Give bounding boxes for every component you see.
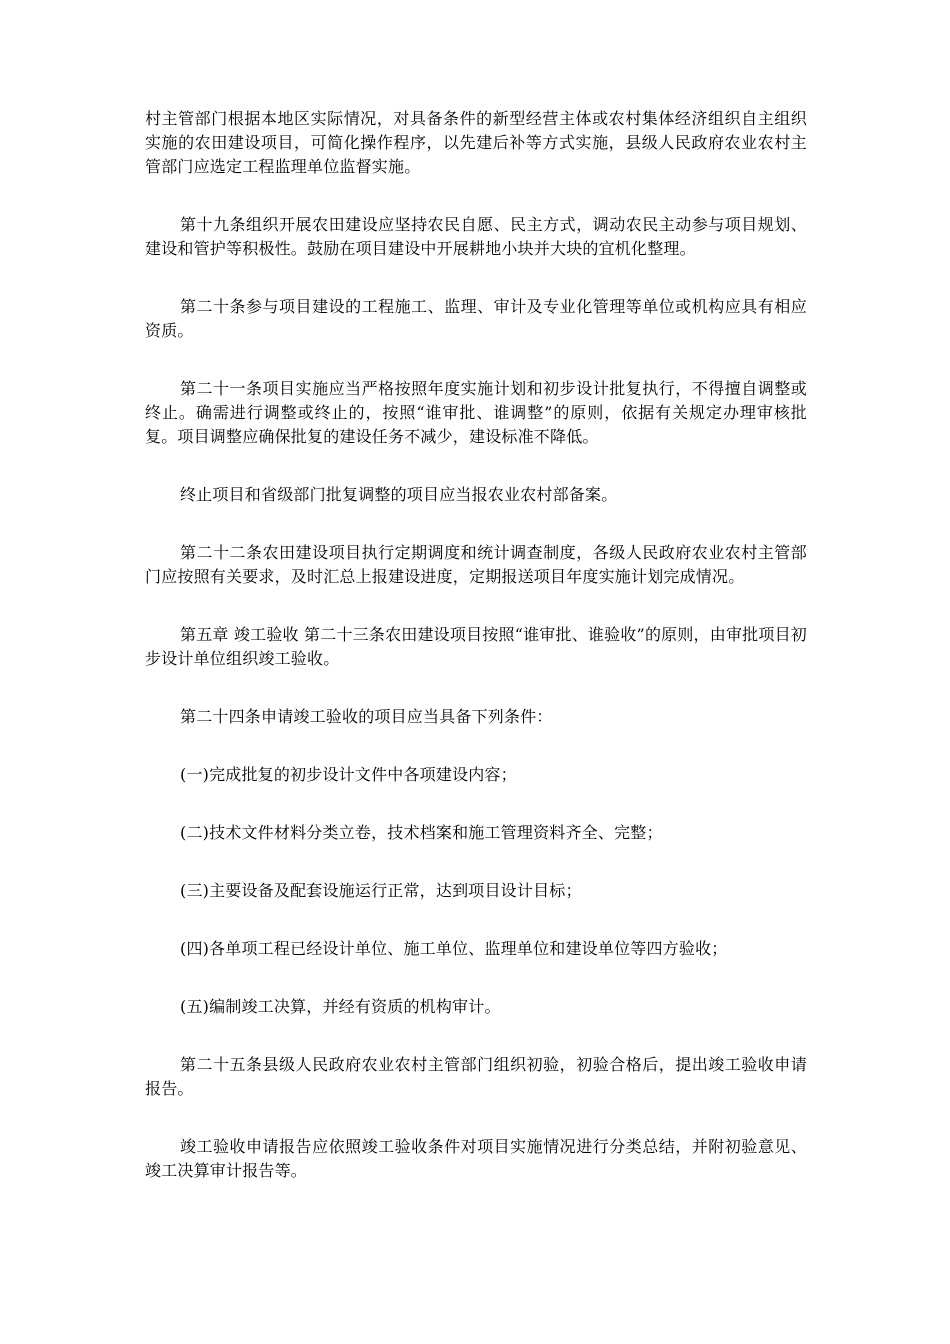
list-item: (三)主要设备及配套设施运行正常，达到项目设计目标； bbox=[180, 881, 582, 900]
list-item: (一)完成批复的初步设计文件中各项建设内容； bbox=[180, 765, 517, 784]
paragraph: 第二十四条申请竣工验收的项目应当具备下列条件： bbox=[180, 707, 553, 726]
list-item: (四)各单项工程已经设计单位、施工单位、监理单位和建设单位等四方验收； bbox=[180, 939, 728, 958]
document-body bbox=[145, 107, 807, 1217]
paragraph: 第十九条组织开展农田建设应坚持农民自愿、民主方式，调动农民主动参与项目规划、建设和管护等积极性。鼓励在项目建设中开展耕地小块并大块的宜机化整理。 bbox=[145, 215, 807, 258]
paragraph: 竣工验收申请报告应依照竣工验收条件对项目实施情况进行分类总结，并附初验意见、竣工决算审计报告等。 bbox=[145, 1137, 807, 1180]
paragraph: 第五章 竣工验收 第二十三条农田建设项目按照“谁审批、谁验收”的原则，由审批项目初步设计单位组织竣工验收。 bbox=[145, 625, 807, 668]
paragraph: 第二十五条县级人民政府农业农村主管部门组织初验，初验合格后，提出竣工验收申请报告。 bbox=[145, 1055, 807, 1098]
paragraph: 第二十条参与项目建设的工程施工、监理、审计及专业化管理等单位或机构应具有相应资质。 bbox=[145, 297, 807, 340]
paragraph: 第二十二条农田建设项目执行定期调度和统计调查制度，各级人民政府农业农村主管部门应按照有关要求，及时汇总上报建设进度，定期报送项目年度实施计划完成情况。 bbox=[145, 543, 807, 586]
list-item: (二)技术文件材料分类立卷，技术档案和施工管理资料齐全、完整； bbox=[180, 823, 663, 842]
paragraph: 终止项目和省级部门批复调整的项目应当报农业农村部备案。 bbox=[180, 485, 618, 504]
list-item: (五)编制竣工决算，并经有资质的机构审计。 bbox=[180, 997, 501, 1016]
paragraph: 村主管部门根据本地区实际情况，对具备条件的新型经营主体或农村集体经济组织自主组织实施的农田建设项目，可简化操作程序，以先建后补等方式实施，县级人民政府农业农村主管部门应选定工程监理单位监督实施。 bbox=[145, 109, 807, 176]
paragraph: 第二十一条项目实施应当严格按照年度实施计划和初步设计批复执行，不得擅自调整或终止。确需进行调整或终止的，按照“谁审批、谁调整”的原则，依据有关规定办理审核批复。项目调整应确保批复的建设任务不减少，建设标准不降低。 bbox=[145, 379, 807, 446]
